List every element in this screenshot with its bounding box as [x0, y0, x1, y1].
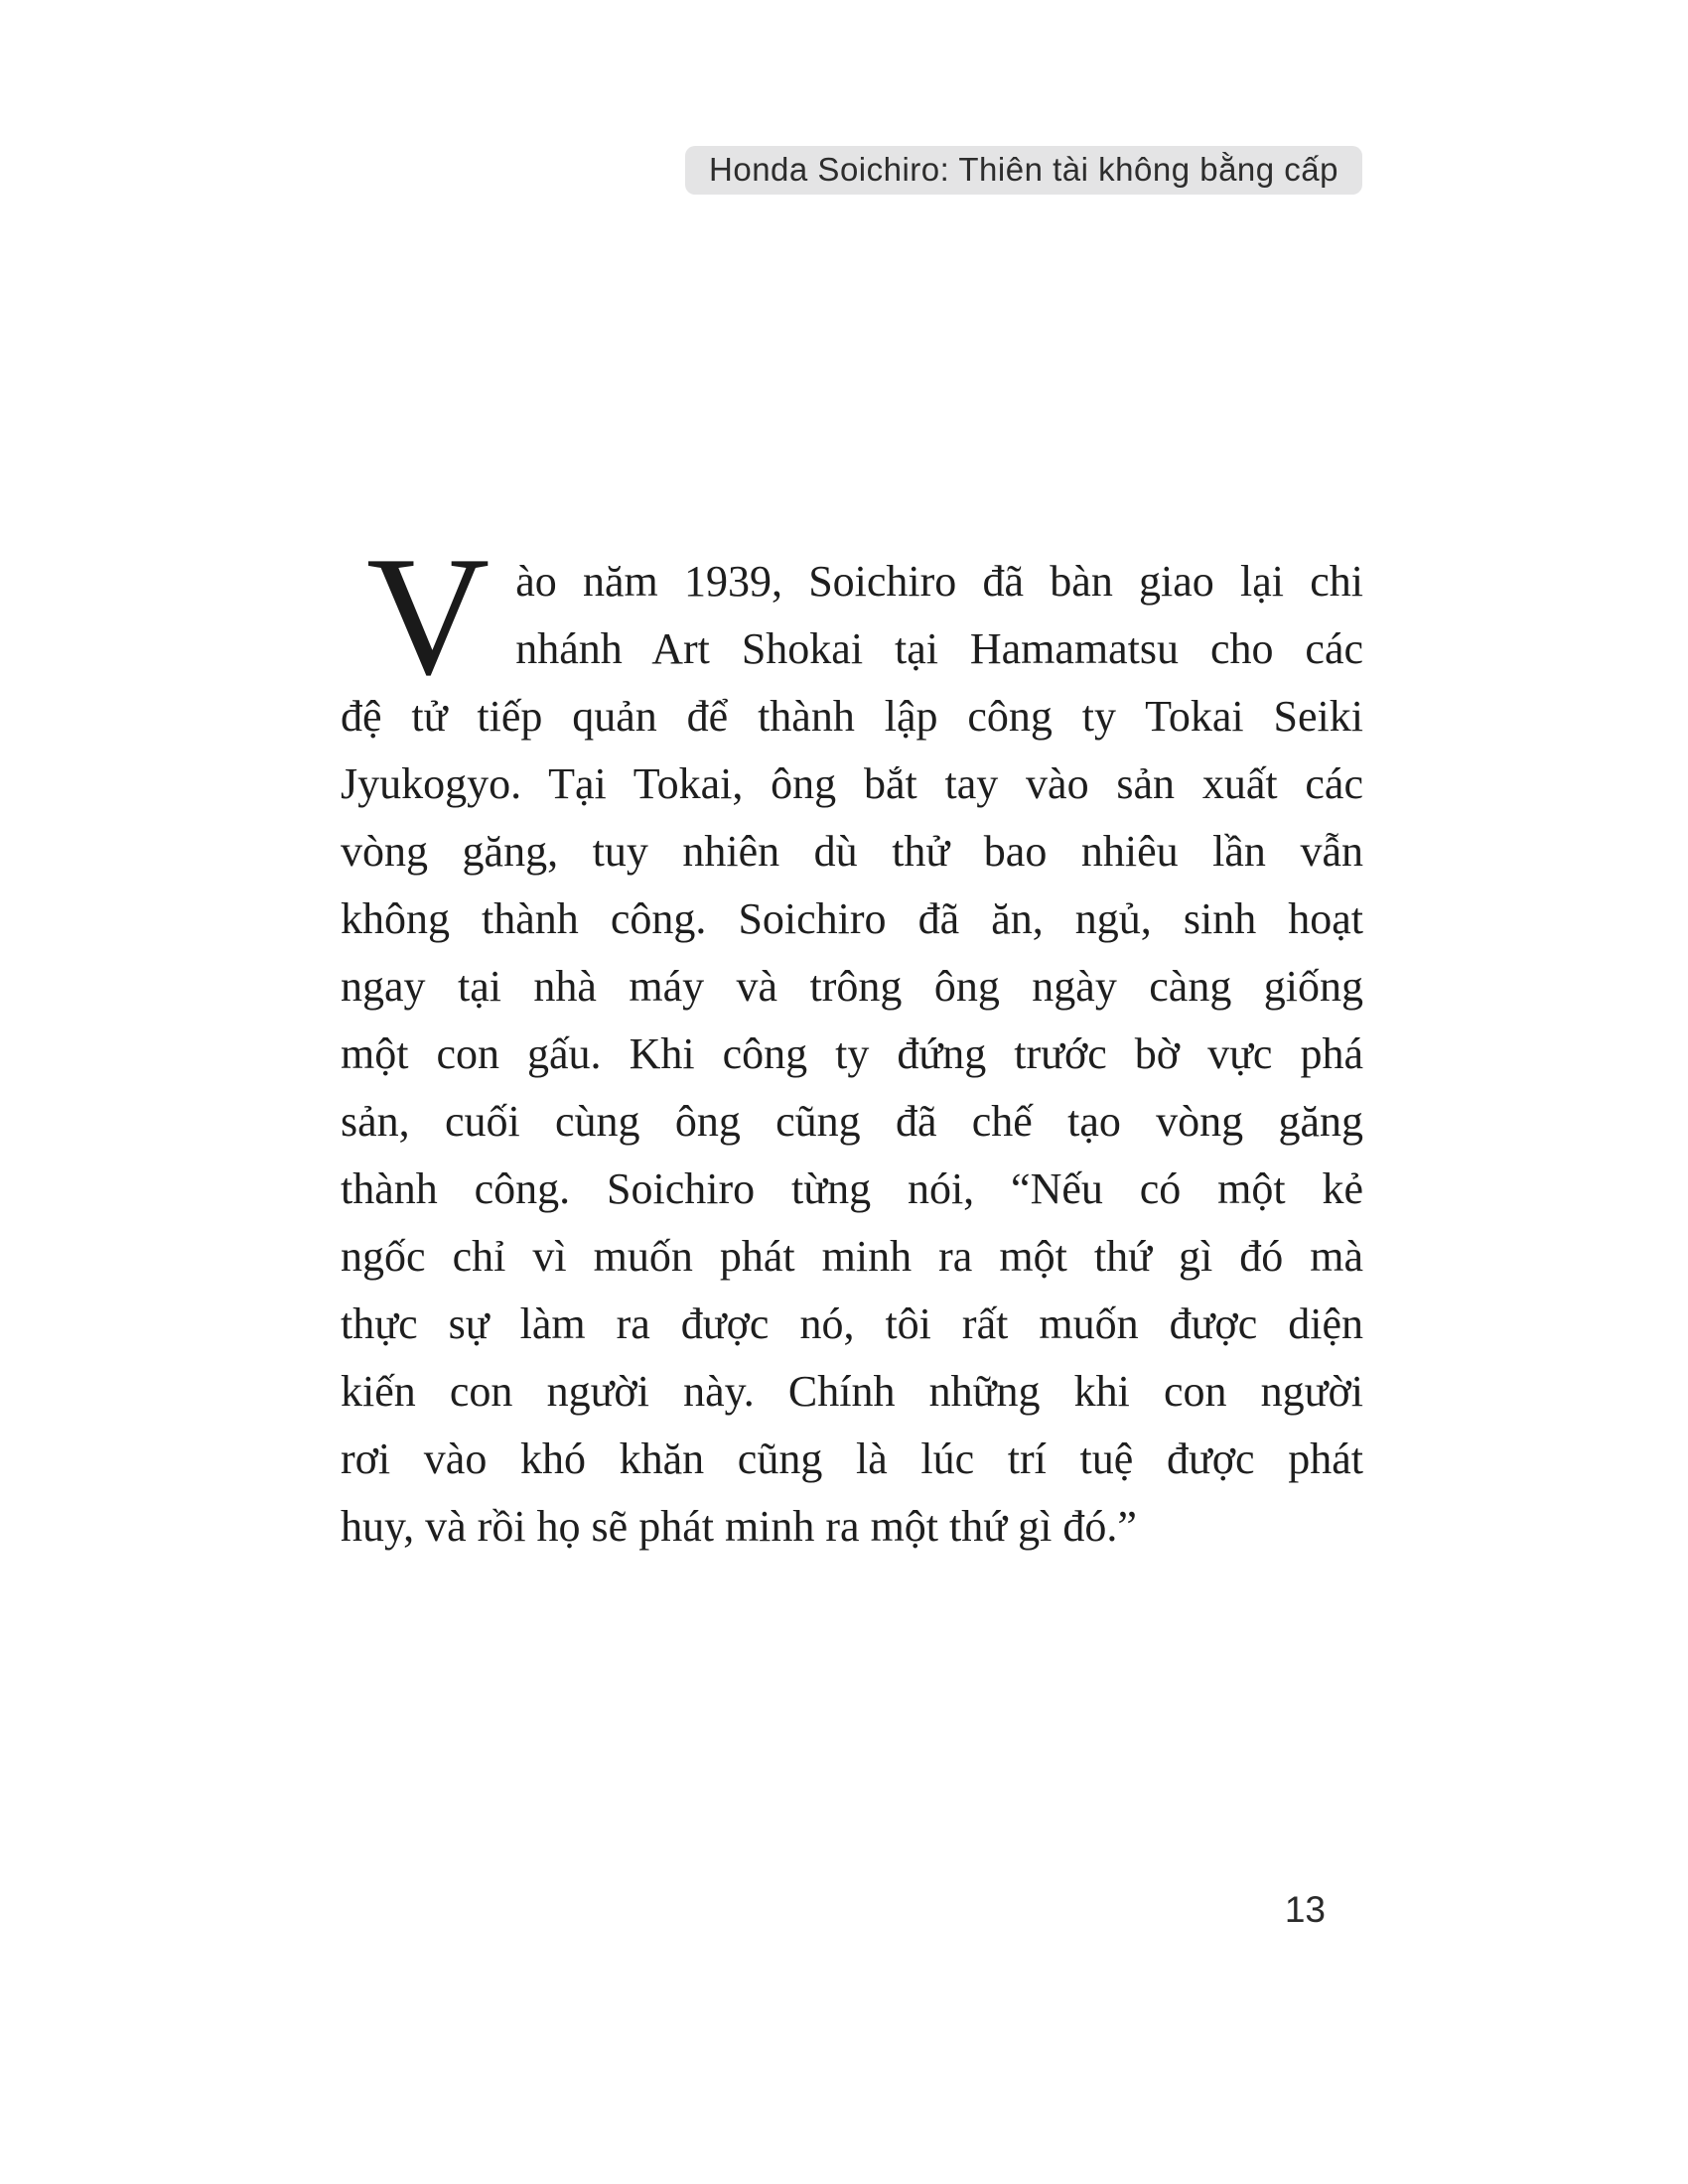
text-line: nhánh Art Shokai tại Hamamatsu cho các	[515, 624, 1363, 673]
text-line: ào năm 1939, Soichiro đã bàn giao lại chi	[515, 557, 1363, 606]
text-line: huy, và rồi họ sẽ phát minh ra một thứ gì đó.”	[341, 1502, 1137, 1551]
text-line: thực sự làm ra được nó, tôi rất muốn được diện	[341, 1299, 1363, 1348]
drop-cap: V	[366, 522, 491, 711]
text-line: sản, cuối cùng ông cũng đã chế tạo vòng găng	[341, 1097, 1363, 1146]
text-line: vòng găng, tuy nhiên dù thử bao nhiêu lần vẫn	[341, 827, 1363, 876]
paragraph	[341, 522, 1363, 1561]
text-line: ngốc chỉ vì muốn phát minh ra một thứ gì đó mà	[341, 1232, 1363, 1281]
text-line: đệ tử tiếp quản để thành lập công ty Tokai Seiki	[341, 692, 1363, 741]
running-head-badge	[685, 146, 1362, 195]
text-line: Jyukogyo. Tại Tokai, ông bắt tay vào sản xuất các	[341, 759, 1363, 808]
text-line: không thành công. Soichiro đã ăn, ngủ, sinh hoạt	[341, 894, 1363, 943]
text-line: kiến con người này. Chính những khi con người	[341, 1367, 1363, 1416]
page-number: 13	[1284, 1889, 1326, 1930]
running-head-title: Honda Soichiro: Thiên tài không bằng cấp	[709, 151, 1338, 188]
text-line: thành công. Soichiro từng nói, “Nếu có một kẻ	[341, 1164, 1363, 1213]
text-line: rơi vào khó khăn cũng là lúc trí tuệ được phát	[341, 1434, 1363, 1483]
text-line: ngay tại nhà máy và trông ông ngày càng giống	[341, 962, 1363, 1011]
text-line: một con gấu. Khi công ty đứng trước bờ vực phá	[341, 1029, 1363, 1078]
